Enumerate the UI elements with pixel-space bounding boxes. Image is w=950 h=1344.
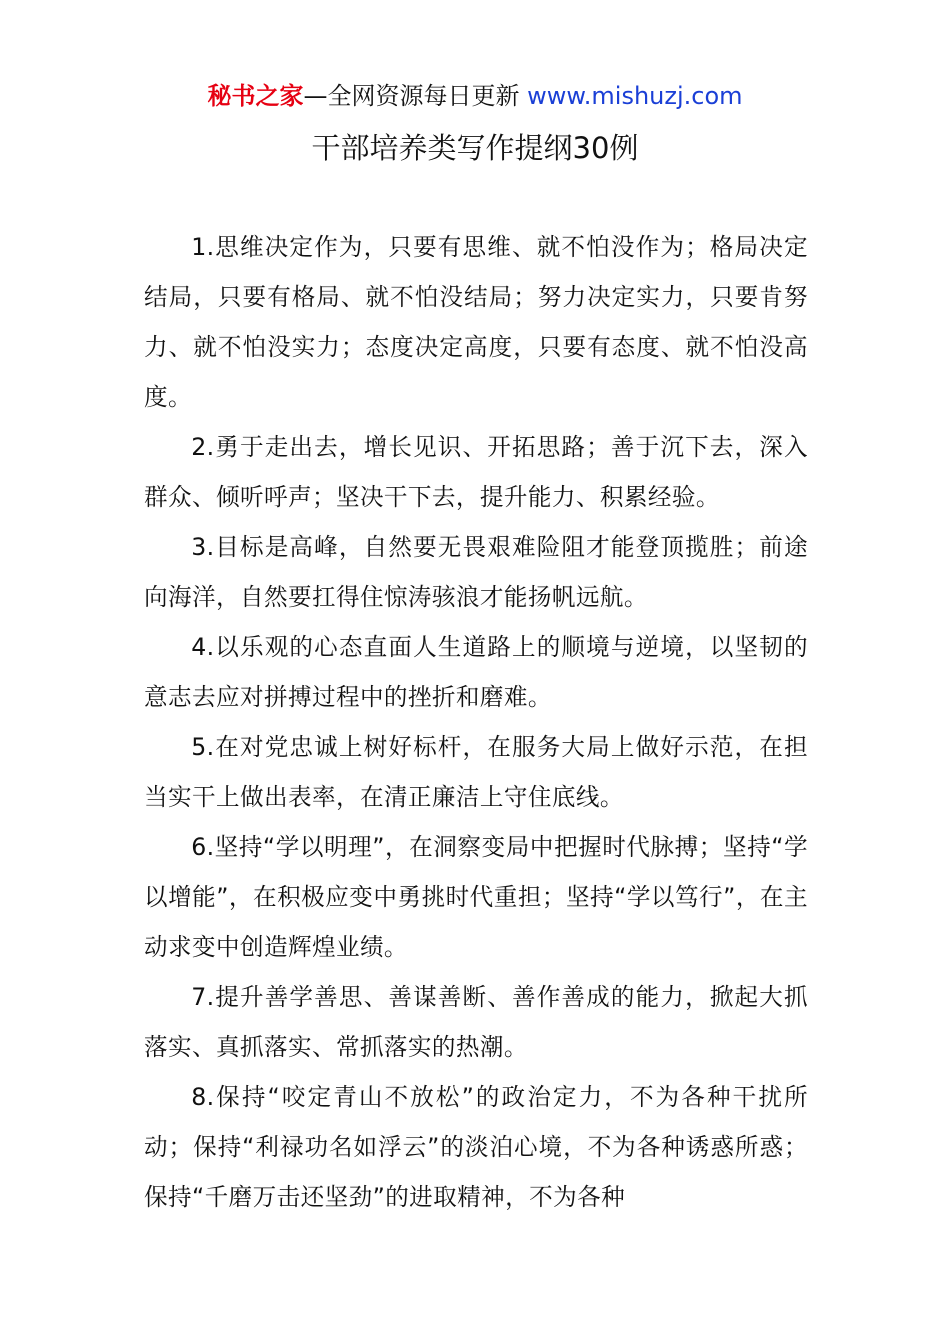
- site-tagline: —全网资源每日更新: [303, 82, 528, 110]
- outline-item-2: 2.勇于走出去，增长见识、开拓思路；善于沉下去，深入群众、倾听呼声；坚决干下去，提升能力、积累经验。: [144, 433, 808, 511]
- outline-item-6: 6.坚持“学以明理”，在洞察变局中把握时代脉搏；坚持“学以增能”，在积极应变中勇挑时代重担；坚持“学以笃行”，在主动求变中创造辉煌业绩。: [144, 833, 808, 961]
- outline-item-5: 5.在对党忠诚上树好标杆，在服务大局上做好示范，在担当实干上做出表率，在清正廉洁上守住底线。: [144, 733, 808, 811]
- outline-item-4: 4.以乐观的心态直面人生道路上的顺境与逆境，以坚韧的意志去应对拼搏过程中的挫折和磨难。: [144, 633, 808, 711]
- site-url-link[interactable]: www.mishuzj.com: [527, 82, 743, 110]
- document-title: 干部培养类写作提纲30例: [311, 131, 639, 165]
- outline-item-1: 1.思维决定作为，只要有思维、就不怕没作为；格局决定结局，只要有格局、就不怕没结局；努力决定实力，只要肯努力、就不怕没实力；态度决定高度，只要有态度、就不怕没高度。: [144, 233, 808, 411]
- site-brand: 秘书之家: [207, 82, 304, 110]
- outline-item-7: 7.提升善学善思、善谋善断、善作善成的能力，掀起大抓落实、真抓落实、常抓落实的热潮。: [144, 983, 808, 1061]
- outline-item-3: 3.目标是高峰，自然要无畏艰难险阻才能登顶揽胜；前途向海洋，自然要扛得住惊涛骇浪才能扬帆远航。: [144, 533, 808, 611]
- document-body: [144, 222, 808, 1222]
- site-header: [0, 80, 950, 112]
- outline-item-8: 8.保持“咬定青山不放松”的政治定力，不为各种干扰所动；保持“利禄功名如浮云”的淡泊心境，不为各种诱惑所惑；保持“千磨万击还坚劲”的进取精神，不为各种: [144, 1083, 808, 1211]
